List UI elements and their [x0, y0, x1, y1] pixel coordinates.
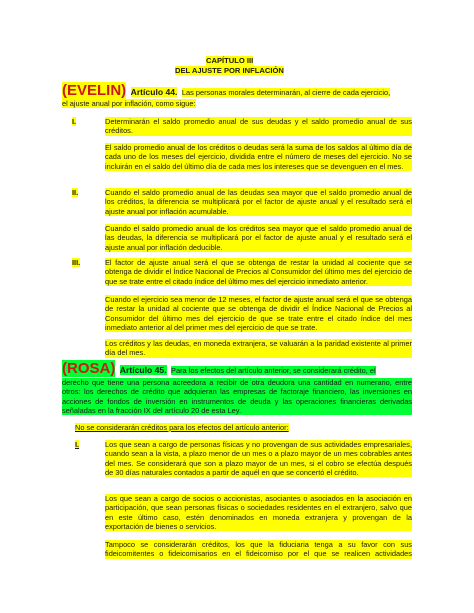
article-number: Artículo 44.	[130, 87, 178, 97]
paragraph-line: Determinarán el saldo promedio anual de sus deudas y el saldo promedio anual de sus	[105, 117, 412, 126]
paragraph-last-line: de que se trate entre el citado índice del último mes del ejercicio inmediato anterior.	[105, 267, 412, 286]
not-credits-heading: No se considerarán créditos para los efectos del artículo anterior:	[75, 423, 289, 432]
paragraph-text: El saldo promedio anual de los créditos o deudas será la suma de los saldos al último día de cada uno de los meses del ejercicio, dividida entre el número de meses del ejercicio. No se incluirán en el saldo del último día de cada mes los intereses que se devenguen	[105, 143, 412, 171]
intro-last-line: derivadas señaladas en la fracción IX del artículo 20 de esta Ley.	[62, 396, 412, 415]
article-intro-body	[62, 378, 412, 415]
item-paragraph	[105, 295, 412, 332]
paragraph-text: Cuando el saldo promedio anual de las deudas sea mayor que el saldo promedio anual de los créditos, la diferencia se multiplicará por el factor de ajuste anual y el resultado	[105, 188, 412, 207]
item-paragraph	[105, 540, 412, 559]
item-paragraph	[105, 143, 412, 171]
paragraph-last-line: crédito.	[334, 467, 359, 477]
article-intro-first: Las personas morales determinarán, al cierre de cada ejercicio,	[181, 88, 391, 97]
item-paragraph	[105, 224, 412, 252]
numeral-i: I.	[72, 117, 77, 126]
paragraph-text: Los que sean a cargo de socios o accionistas, asociantes o asociados en la asociación en participación, que sean personas físicas o sociedades residentes en el extranjero, salvo que en este último caso, estén denominados en moneda extranjera y provengan de	[105, 494, 412, 522]
paragraph-last-line: será el ajuste anual por inflación acumulable.	[105, 197, 412, 216]
paragraph-last-line: créditos.	[105, 126, 133, 136]
item-paragraph	[105, 117, 412, 136]
paragraph-text: Tampoco se considerarán créditos, los que la fiduciaria tenga a su favor con sus fideicomitentes o fideicomisarios en el fideicomiso por el que se realicen actividades	[105, 540, 412, 559]
paragraph-last-line: en el mes.	[369, 161, 404, 171]
item-paragraph	[105, 188, 412, 216]
chapter-subtitle: DEL AJUSTE POR INFLACIÓN	[175, 66, 284, 75]
numeral-iii: III.	[72, 258, 81, 267]
numeral-i: I.	[75, 440, 80, 449]
name-tag-evelin: (EVELIN)	[62, 82, 127, 99]
article-intro-second: el ajuste anual por inflación, como sigue:	[62, 99, 196, 108]
numeral-ii: II.	[72, 188, 79, 197]
article-number: Artículo 45.	[119, 365, 167, 375]
name-tag-rosa: (ROSA)	[62, 360, 116, 377]
item-paragraph	[105, 339, 412, 358]
article-intro-first: Para los efectos del artículo anterior, se considerará crédito, el	[171, 366, 376, 375]
paragraph-last-line: del mes inmediato anterior al del primer mes del ejercicio de que se trate.	[105, 313, 412, 332]
paragraph-last-line: el ajuste anual por inflación deducible.	[105, 233, 412, 252]
paragraph-last-line: primer día del mes.	[105, 339, 412, 358]
item-paragraph	[105, 494, 412, 531]
chapter-heading: CAPÍTULO III	[206, 56, 254, 65]
paragraph-text: Cuando el saldo promedio anual de los créditos sea mayor que el saldo promedio anual de las deudas, la diferencia se multiplicará por el factor de ajuste anual y el resultado será	[105, 224, 412, 243]
paragraph-last-line: la exportación de bienes o servicios.	[105, 512, 413, 531]
paragraph-text: Los que sean a cargo de personas físicas y no provengan de sus actividades empresariales, cuando sean a la vista, a plazo menor de un mes o a plazo mayor de un mes cobrables antes del mes. Se considerará que son a plazo mayor de un mes, si el cobro se efectúa después de 30 días naturales contados a partir de aquél en que se concertó el	[105, 440, 412, 477]
intro-text: derecho que tiene una persona acreedora a recibir de otra deudora una cantidad en numerario, entre otros: los derechos de crédito que adquieran las empresas de factoraje financiero, las inversiones en acciones de fondos de inversión en instrumentos de deuda y las operaciones financieras	[62, 378, 412, 406]
paragraph-text: Los créditos y las deudas, en moneda extranjera, se valuarán a la paridad existente al	[105, 339, 389, 348]
article-44-heading	[62, 82, 408, 97]
paragraph-text: Cuando el ejercicio sea menor de 12 meses, el factor de ajuste anual será el que se obtenga de restar la unidad al cociente que se obtenga de dividir el Índice Nacional de Precios al Consumidor del último mes del ejercicio de que se trate entre el citado índice	[105, 295, 412, 323]
item-paragraph	[105, 258, 412, 286]
item-paragraph	[105, 440, 412, 477]
paragraph-text: El factor de ajuste anual será el que se obtenga de restar la unidad al cociente que se obtenga de dividir el Índice Nacional de Precios al Consumidor del último mes del ejercicio	[105, 258, 412, 277]
article-45-heading	[62, 360, 414, 377]
